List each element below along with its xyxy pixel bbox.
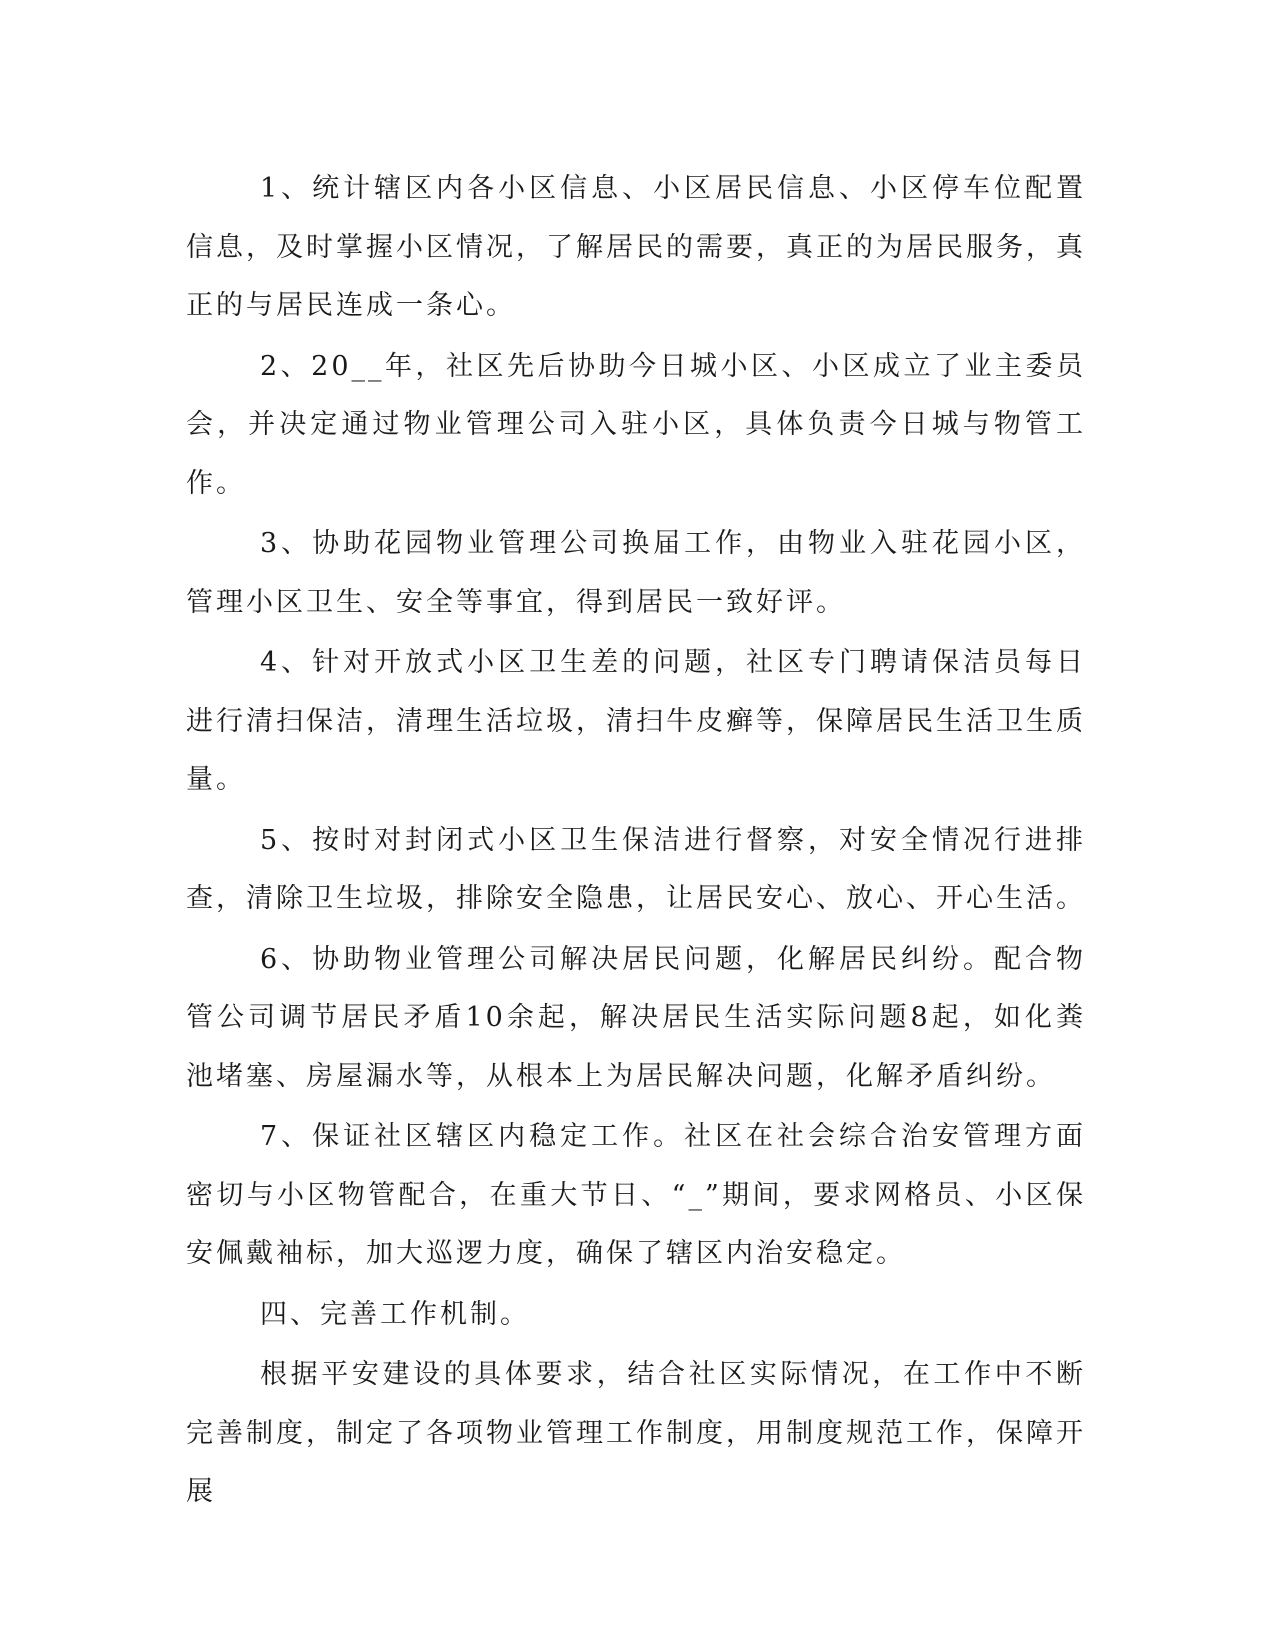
document-body (186, 160, 1086, 1522)
paragraph-8: 根据平安建设的具体要求，结合社区实际情况，在工作中不断完善制度，制定了各项物业管理工作制度，用制度规范工作，保障开展 (186, 1359, 1086, 1507)
paragraph-6: 6、协助物业管理公司解决居民问题，化解居民纠纷。配合物管公司调节居民矛盾10余起，解决居民生活实际问题8起，如化粪池堵塞、房屋漏水等，从根本上为居民解决问题，化解矛盾纠纷。 (186, 943, 1086, 1092)
paragraph-5: 5、按时对封闭式小区卫生保洁进行督察，对安全情况行进排查，清除卫生垃圾，排除安全隐患，让居民安心、放心、开心生活。 (186, 824, 1086, 914)
section-heading: 四、完善工作机制。 (260, 1298, 530, 1330)
paragraph-3: 3、协助花园物业管理公司换届工作，由物业入驻花园小区，管理小区卫生、安全等事宜，得到居民一致好评。 (186, 528, 1086, 618)
paragraph-1: 1、统计辖区内各小区信息、小区居民信息、小区停车位配置信息，及时掌握小区情况，了解居民的需要，真正的为居民服务，真正的与居民连成一条心。 (186, 173, 1086, 321)
paragraph-4: 4、针对开放式小区卫生差的问题，社区专门聘请保洁员每日进行清扫保洁，清理生活垃圾，清扫牛皮癣等，保障居民生活卫生质量。 (186, 647, 1086, 795)
paragraph-2: 2、20__年，社区先后协助今日城小区、小区成立了业主委员会，并决定通过物业管理公司入驻小区，具体负责今日城与物管工作。 (186, 350, 1086, 499)
paragraph-7: 7、保证社区辖区内稳定工作。社区在社会综合治安管理方面密切与小区物管配合，在重大节日、“_”期间，要求网格员、小区保安佩戴袖标，加大巡逻力度，确保了辖区内治安稳定。 (186, 1121, 1086, 1269)
